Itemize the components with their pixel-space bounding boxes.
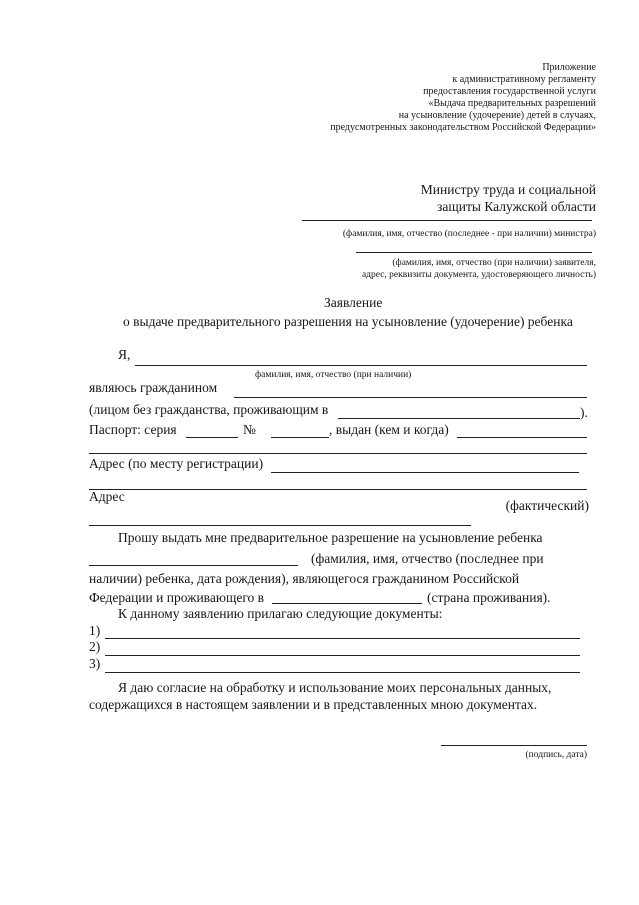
signature-line[interactable] [441,745,587,746]
appendix-line-6: предусмотренных законодательством Российской Федерации» [330,122,596,133]
label-stateless: (лицом без гражданства, проживающим в [89,402,329,417]
appendix-line-4: «Выдача предварительных разрешений [428,98,596,109]
doc-line-3[interactable] [105,672,580,673]
request-line-3: наличии) ребенка, дата рождения), являющегося гражданином Российской [89,571,520,586]
appendix-line-1: Приложение [542,62,596,73]
passport-extra-line[interactable] [89,453,587,454]
label-citizen: являюсь гражданином [89,380,218,395]
applicant-name-line[interactable] [356,252,592,253]
stateless-country-line[interactable] [338,418,580,419]
addressee-line-2: защиты Калужской области [437,199,596,214]
label-passport-series: Паспорт: серия [89,422,177,437]
request-line-1: Прошу выдать мне предварительное разрешение на усыновление ребенка [118,530,543,545]
passport-series-line[interactable] [186,437,238,438]
citizenship-line[interactable] [234,397,587,398]
address-reg-extra-line[interactable] [89,489,587,490]
doc-number-3: 3) [89,656,101,671]
label-ya: Я, [118,347,131,362]
minister-hint: (фамилия, имя, отчество (последнее - при наличии) министра) [342,229,596,239]
addressee-line-1: Министру труда и социальной [420,182,596,197]
appendix-line-3: предоставления государственной услуги [423,86,596,97]
label-address: Адрес [89,489,125,504]
doc-line-2[interactable] [105,655,580,656]
label-passport-no: № [243,422,256,437]
consent-line-1: Я даю согласие на обработку и использование моих персональных данных, [118,680,552,695]
document-title: Заявление [324,295,383,310]
document-subtitle: о выдаче предварительного разрешения на усыновление (удочерение) ребенка [123,314,573,329]
address-actual-line[interactable] [89,525,471,526]
address-reg-line[interactable] [271,472,579,473]
applicant-hint-1: (фамилия, имя, отчество (при наличии) заявителя, [392,258,596,268]
passport-number-line[interactable] [271,437,329,438]
request-line-4a: Федерации и проживающего в [89,590,265,605]
appendix-line-2: к административному регламенту [452,74,596,85]
doc-number-2: 2) [89,639,101,654]
label-actual: (фактический) [505,498,589,513]
label-address-reg: Адрес (по месту регистрации) [89,456,264,471]
country-of-residence-line[interactable] [272,603,422,604]
appendix-line-5: на усыновление (удочерение) детей в случаях, [398,110,596,121]
docs-intro: К данному заявлению прилагаю следующие документы: [118,606,443,621]
stateless-end: ). [580,405,588,420]
fio-hint: фамилия, имя, отчество (при наличии) [255,370,412,380]
doc-number-1: 1) [89,623,101,638]
consent-line-2: содержащихся в настоящем заявлении и в представленных мною документах. [89,697,538,712]
request-line-4b: (страна проживания). [427,590,551,605]
child-fio-line[interactable] [89,565,298,566]
minister-name-line[interactable] [302,220,592,221]
label-passport-issued: , выдан (кем и когда) [329,422,449,437]
signature-hint: (подпись, дата) [525,750,587,760]
request-line-2: (фамилия, имя, отчество (последнее при [311,551,544,566]
applicant-fio-line[interactable] [135,365,587,366]
doc-line-1[interactable] [105,638,580,639]
passport-issued-line[interactable] [457,437,587,438]
applicant-hint-2: адрес, реквизиты документа, удостоверяющего личность) [361,270,596,280]
